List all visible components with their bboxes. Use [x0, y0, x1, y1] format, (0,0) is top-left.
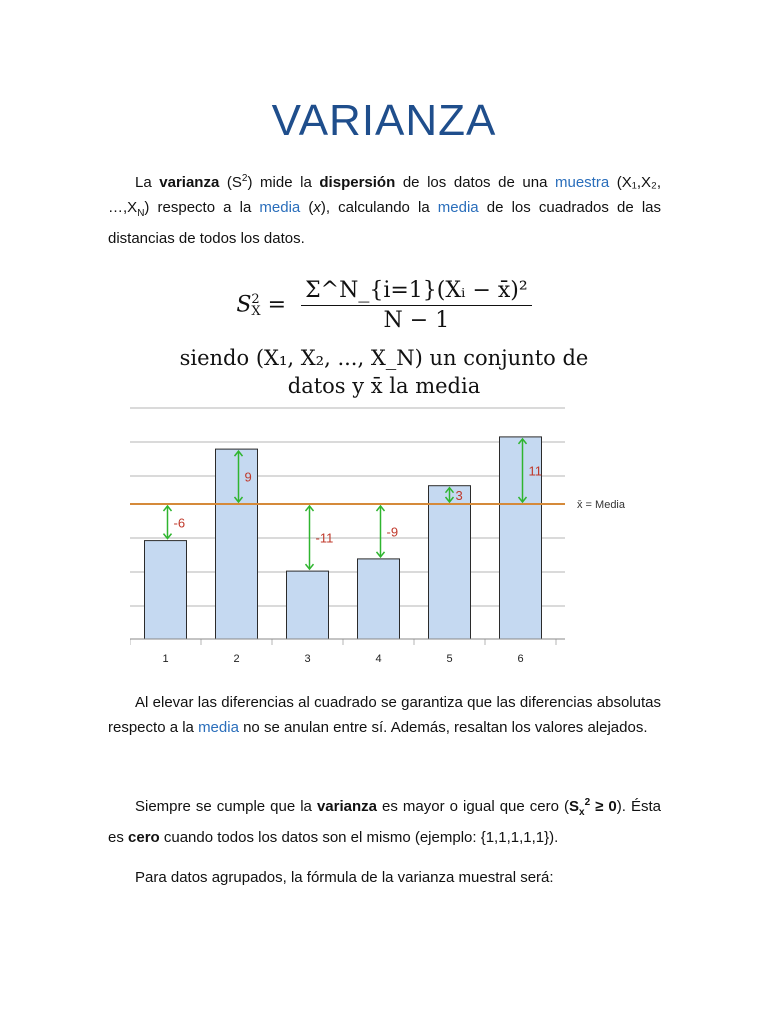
link-media[interactable]: media	[259, 199, 301, 216]
bar	[358, 559, 400, 639]
term-varianza: varianza	[159, 174, 220, 191]
formula-denominator: N − 1	[383, 308, 450, 333]
x-tick-label: 1	[162, 653, 169, 665]
deviation-label: -11	[315, 530, 334, 546]
deviation-label: 3	[455, 487, 463, 503]
squares-paragraph: Al elevar las diferencias al cuadrado se garantiza que las diferencias absolutas respecto a la media no se anulan entre sí. Además, resaltan los valores alejados.	[108, 694, 661, 736]
page-title: VARIANZA	[271, 96, 497, 145]
deviation-label: 9	[244, 469, 252, 485]
x-tick-label: 6	[517, 653, 524, 665]
link-muestra[interactable]: muestra	[555, 174, 610, 191]
variance-formula: S 2 X = $\frac{\text{Σ\textasciicircum{}N\_\{i=1\}(Xᵢ − x̄)²}}{N - 1}$	[0, 278, 768, 333]
bar	[429, 486, 471, 639]
formula-numerator: Σ^N_{i=1}(Xᵢ − x̄)²	[301, 278, 532, 306]
deviation-chart	[130, 398, 650, 670]
formula-caption: siendo (X₁, X₂, ..., X_N) un conjunto de datos y x̄ la media	[179, 346, 589, 398]
term-dispersion: dispersión	[319, 174, 396, 191]
x-tick-label: 4	[375, 653, 382, 665]
link-media-2[interactable]: media	[437, 199, 479, 216]
deviation-label: 11	[528, 463, 542, 479]
definition-paragraph: La varianza $(S^2)$ mide la dispersión de los datos de una muestra (X₁,X₂, $\dots,X_N$) respecto a la media (x), calculando la media de los cuadrados de las distancias de todos los datos.	[108, 173, 661, 247]
x-tick-label: 2	[233, 653, 240, 665]
deviation-label: -6	[173, 515, 186, 531]
mean-label: x̄ = Media	[577, 499, 625, 511]
grouped-data-paragraph: Para datos agrupados, la fórmula de la varianza muestral será:	[135, 869, 554, 886]
link-media-3[interactable]: media	[198, 719, 239, 736]
bar	[145, 541, 187, 639]
deviation-label: -9	[386, 524, 399, 540]
nonnegative-paragraph: Siempre se cumple que la varianza es mayor o igual que cero $(S_x^2 \ge 0)$. Ésta es cero cuando todos los datos son el mismo (ejemplo: {1,1,1,1,1}).	[108, 797, 661, 846]
x-tick-label: 3	[304, 653, 311, 665]
bar	[287, 571, 329, 639]
x-tick-label: 5	[446, 653, 453, 665]
